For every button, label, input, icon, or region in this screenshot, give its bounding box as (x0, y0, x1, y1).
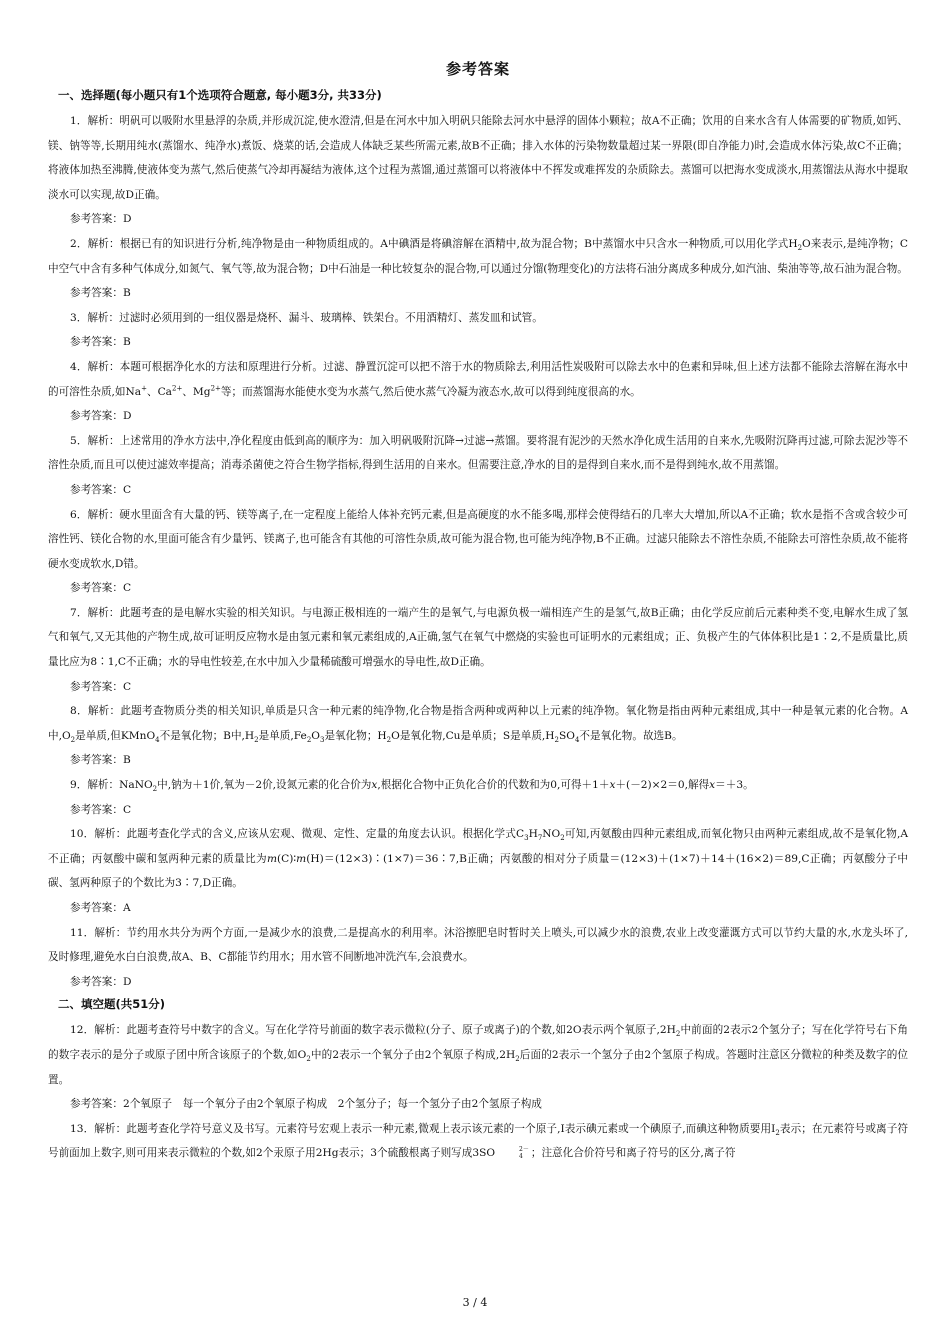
q5-answer: 参考答案：C (70, 483, 132, 496)
q7-explanation: 7．解析：此题考查的是电解水实验的相关知识。与电源正极相连的一端产生的是氧气,与电源负极一端相连产生的是氢气,故B正确；由化学反应前后元素种类不变,电解水生成了氢气和氧气,又无其他的产物生成,故可证明反应物水是由氢元素和氧元素组成的,A正确,氢气在氧气中燃烧的实验也可证明水的元素组成；正、负极产生的气体体积比是1∶2,不是质量比,质量比应为8∶1,C不正确；水的导电性较差,在水中加入少量稀硫酸可增强水的导电性,故D正确。 (48, 606, 909, 669)
q11-explanation: 11．解析：节约用水共分为两个方面,一是减少水的浪费,二是提高水的利用率。沐浴擦肥皂时暂时关上喷头,可以减少水的浪费,农业上改变灌溉方式可以节约大量的水,水龙头坏了,及时修理,避免水白白浪费,故A、B、C都能节约用水；用水管不间断地冲洗汽车,会浪费水。 (48, 926, 908, 964)
q1-answer: 参考答案：D (70, 213, 132, 226)
q2-explanation: 2．解析：根据已有的知识进行分析,纯净物是由一种物质组成的。A中碘酒是将碘溶解在酒精中,故为混合物；B中蒸馏水中只含水一种物质,可以用化学式$H_2O$来表示,是纯净物；C中空气中含有多种气体成分,如氮气、氧气等,故为混合物；D中石油是一种比较复杂的混合物,可以通过分馏(物理变化)的方法将石油分离成多种成分,如汽油、柴油等等,故石油为混合物。 (48, 237, 908, 275)
q3-answer: 参考答案：B (70, 336, 131, 349)
q1-explanation: 1．解析：明矾可以吸附水里悬浮的杂质,并形成沉淀,使水澄清,但是在河水中加入明矾只能除去河水中悬浮的固体小颗粒；故A不正确；饮用的自来水含有人体需要的矿物质,如钙、镁、钠等等,长期用纯水(蒸馏水、纯净水)煮饭、烧菜的话,会造成人体缺乏某些所需元素,故B不正确；排入水体的污染物数量超过某一界限(即自净能力)时,会造成水体污染,故C不正确；将液体加热至沸腾,使液体变为蒸气,然后使蒸气冷却再凝结为液体,这个过程为蒸馏,通过蒸馏可以将液体中不挥发或难挥发的杂质除去。蒸馏可以把海水变成淡水,用蒸馏法从海水中提取淡水可以实现,故D正确。 (48, 115, 908, 201)
q10-answer: 参考答案：A (70, 902, 131, 914)
q11-answer: 参考答案：D (70, 975, 132, 988)
document-page (48, 58, 908, 1166)
q4-explanation: 4．解析：本题可根据净化水的方法和原理进行分析。过滤、静置沉淀可以把不溶于水的物质除去,利用活性炭吸附可以除去水中的色素和异味,但上述方法都不能除去溶解在海水中的可溶性杂质,如Na+、$Ca^{2+}$、$Mg^{2+}$等；而蒸馏海水能使水变为水蒸气,然后使水蒸气冷凝为液态水,故可以得到纯度很高的水。 (48, 360, 908, 398)
q5-explanation: 5．解析：上述常用的净水方法中,净化程度由低到高的顺序为：加入明矾吸附沉降→过滤→蒸馏。要将混有泥沙的天然水净化成生活用的自来水,先吸附沉降再过滤,可除去泥沙等不溶性杂质,而且可以使过滤效率提高；消毒杀菌使之符合生物学指标,得到生活用的自来水。但需要注意,净水的目的是得到自来水,而不是得到纯水,故不用蒸馏。 (48, 434, 908, 472)
sulfate-ion-scripts: 2－ 4 (519, 1146, 529, 1161)
page-number: 3 / 4 (462, 1296, 488, 1309)
section-heading-fill: 二、填空题(共51分) (58, 997, 166, 1012)
q9-explanation: 9．解析：NaNO$_2$中,钠为＋1价,氧为－2价,设氮元素的化合价为x,根据化合物中正负化合价的代数和为0,可得＋1＋x＋(－2)×2＝0,解得x＝＋3。 (70, 779, 754, 794)
q7-answer: 参考答案：C (70, 680, 132, 693)
q8-explanation: 8．解析：此题考查物质分类的相关知识,单质是只含一种元素的纯净物,化合物是指含两种或两种以上元素的纯净物。氧化物是指由两种元素组成,其中一种是氧元素的化合物。A中$,O_2$是单质,但KMnO$_4$不是氧化物；B中$,H_2$是单质$,Fe_2O_3$是氧化物；$H_2O$是氧化物,Cu是单质；S是单质$,H_2SO_4$不是氧化物。故选B。 (48, 705, 908, 744)
q4-answer: 参考答案：D (70, 410, 132, 423)
q8-answer: 参考答案：B (70, 754, 131, 767)
q6-answer: 参考答案：C (70, 582, 132, 595)
q3-explanation: 3．解析：过滤时必须用到的一组仪器是烧杯、漏斗、玻璃棒、铁架台。不用酒精灯、蒸发皿和试管。 (70, 311, 543, 324)
q10-explanation: 10．解析：此题考查化学式的含义,应该从宏观、微观、定性、定量的角度去认识。根据化学式$C_3H_7NO_2$可知,丙氨酸由四种元素组成,而氧化物只由两种元素组成,故不是氧化物,A不正确；丙氨酸中碳和氢两种元素的质量比为m(C)∶m(H)＝(12×3)∶(1×7)＝36∶7,B正确；丙氨酸的相对分子质量＝(12×3)＋(1×7)＋14＋(16×2)＝89,C正确；丙氨酸分子中碳、氢两种原子的个数比为3∶7,D正确。 (48, 828, 909, 890)
q6-explanation: 6．解析：硬水里面含有大量的钙、镁等离子,在一定程度上能给人体补充钙元素,但是高硬度的水不能多喝,那样会使得结石的几率大大增加,所以A不正确；软水是指不含或含较少可溶性钙、镁化合物的水,里面可能含有少量钙、镁离子,也可能含有其他的可溶性杂质,故可能为混合物,也可能为纯净物,B不正确。过滤只能除去不溶性杂质,不能除去可溶性杂质,故不能将硬水变成软水,D错。 (48, 508, 908, 570)
q13-explanation: 13．解析：此题考查化学符号意义及书写。元素符号宏观上表示一种元素,微观上表示该元素的一个原子,I表示碘元素或一个碘原子,而碘这种物质要用$I_2$表示；在元素符号或离子符号前面加上数字,则可用来表示微粒的个数,如2个汞原子用2Hg表示；3个硫酸根离子则写成3SO 2－ 4 ；注意化合价符号和离子符号的区分,离子符 (48, 1122, 908, 1161)
q12-answer: 参考答案：2个氧原子 每一个氧分子由2个氧原子构成 2个氢分子；每一个氢分子由2个氢原子构成 (70, 1098, 542, 1111)
q12-explanation: 12．解析：此题考查符号中数字的含义。写在化学符号前面的数字表示微粒(分子、原子或离子)的个数,如2O表示两个氧原子$,2H_2$中前面的2表示2个氢分子；写在化学符号右下角的数字表示的是分子或原子团中所含该原子的个数,如$O_2$中的2表示一个氧分子由2个氧原子构成$,2H_2$后面的2表示一个氢分子由2个氢原子构成。答题时注意区分微粒的种类及数字的位置。 (48, 1024, 908, 1086)
q9-answer: 参考答案：C (70, 803, 132, 816)
page-title: 参考答案 (445, 60, 510, 78)
section-heading-choice: 一、选择题(每小题只有1个选项符合题意, 每小题3分, 共33分) (58, 88, 382, 102)
q2-answer: 参考答案：B (70, 287, 131, 300)
